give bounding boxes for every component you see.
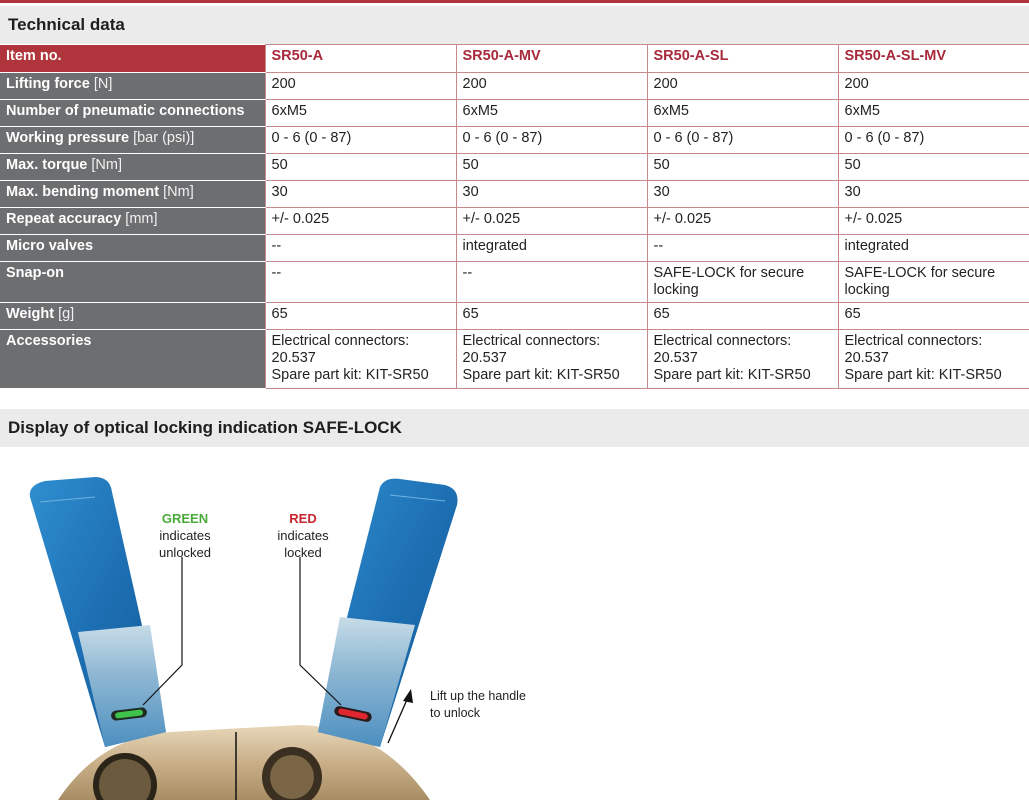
cell-line: Electrical connectors: xyxy=(271,333,410,349)
cell-line: Spare part kit: KIT-SR50 xyxy=(462,367,620,383)
row-label xyxy=(0,330,265,389)
header-label: Item no. xyxy=(0,45,265,73)
cell-value: 65 xyxy=(647,303,838,330)
cell-value: 50 xyxy=(456,154,647,181)
row-label xyxy=(0,100,265,127)
cell-value xyxy=(265,330,456,389)
technical-data-table xyxy=(0,44,1029,389)
cell-line: 20.537 xyxy=(462,350,507,366)
cell-value: -- xyxy=(647,235,838,262)
cell-line: Electrical connectors: xyxy=(653,333,792,349)
safe-lock-illustration xyxy=(0,447,1029,800)
row-name: Max. torque xyxy=(6,157,88,173)
row-label xyxy=(0,154,265,181)
row-unit: [Nm] xyxy=(91,157,123,173)
cell-value: +/- 0.025 xyxy=(647,208,838,235)
section-title: Display of optical locking indication SAFE-LOCK xyxy=(8,418,402,437)
cell-value xyxy=(456,330,647,389)
row-label xyxy=(0,235,265,262)
row-label xyxy=(0,73,265,100)
cell-line: 20.537 xyxy=(844,350,889,366)
green-line1: indicates xyxy=(159,528,211,543)
row-label xyxy=(0,208,265,235)
table-row xyxy=(0,181,1029,208)
cell-value: 30 xyxy=(647,181,838,208)
green-word: GREEN xyxy=(161,511,209,526)
cell-value: +/- 0.025 xyxy=(265,208,456,235)
row-name: Accessories xyxy=(6,333,92,349)
cell-value: 65 xyxy=(265,303,456,330)
cell-value: 30 xyxy=(456,181,647,208)
cell-value: 0 - 6 (0 - 87) xyxy=(265,127,456,154)
cell-line: Spare part kit: KIT-SR50 xyxy=(653,367,811,383)
cell-value xyxy=(647,330,838,389)
cell-value: SAFE-LOCK for secure locking xyxy=(647,262,838,303)
row-unit: [Nm] xyxy=(163,184,194,200)
cell-line: 20.537 xyxy=(653,350,698,366)
cell-value: 6xM5 xyxy=(265,100,456,127)
row-name: Snap-on xyxy=(6,265,64,281)
cell-value: +/- 0.025 xyxy=(838,208,1029,235)
lift-hint xyxy=(430,688,526,722)
row-label xyxy=(0,127,265,154)
table-row xyxy=(0,330,1029,389)
green-line2: unlocked xyxy=(158,545,212,560)
hint-line2: to unlock xyxy=(430,706,481,720)
row-unit: [N] xyxy=(93,76,113,92)
cell-value: 65 xyxy=(838,303,1029,330)
cell-line: 20.537 xyxy=(271,350,316,366)
table-row xyxy=(0,100,1029,127)
table-row xyxy=(0,208,1029,235)
top-accent-line xyxy=(0,0,1029,3)
model-header: SR50-A-SL-MV xyxy=(838,45,1029,73)
row-unit: [mm] xyxy=(125,211,158,227)
cell-value: +/- 0.025 xyxy=(456,208,647,235)
cell-line: Spare part kit: KIT-SR50 xyxy=(844,367,1002,383)
cell-line: Spare part kit: KIT-SR50 xyxy=(271,367,429,383)
cell-value: 50 xyxy=(647,154,838,181)
cell-value: 0 - 6 (0 - 87) xyxy=(838,127,1029,154)
row-name: Micro valves xyxy=(6,238,94,254)
row-label xyxy=(0,181,265,208)
section-title: Technical data xyxy=(8,15,125,34)
table-row xyxy=(0,262,1029,303)
section-header-safe-lock xyxy=(0,409,1029,447)
cell-value xyxy=(838,330,1029,389)
cell-value: -- xyxy=(265,235,456,262)
row-unit: [bar (psi)] xyxy=(133,130,195,146)
cell-value: 30 xyxy=(265,181,456,208)
red-indicator-label xyxy=(258,510,348,561)
table-row xyxy=(0,127,1029,154)
row-name: Working pressure xyxy=(6,130,130,146)
model-header: SR50-A xyxy=(265,45,456,73)
cell-value: 200 xyxy=(265,73,456,100)
cell-value: SAFE-LOCK for secure locking xyxy=(838,262,1029,303)
cell-value: 200 xyxy=(838,73,1029,100)
cell-value: 0 - 6 (0 - 87) xyxy=(647,127,838,154)
cell-value: 50 xyxy=(838,154,1029,181)
row-label xyxy=(0,303,265,330)
table-row xyxy=(0,303,1029,330)
red-line1: indicates xyxy=(277,528,329,543)
cell-value: 65 xyxy=(456,303,647,330)
table-row xyxy=(0,73,1029,100)
section-header-technical-data xyxy=(0,6,1029,44)
row-name: Number of pneumatic connections xyxy=(6,103,245,119)
cell-value: integrated xyxy=(456,235,647,262)
cell-value: 6xM5 xyxy=(456,100,647,127)
model-header: SR50-A-SL xyxy=(647,45,838,73)
row-name: Repeat accuracy xyxy=(6,211,122,227)
cell-value: -- xyxy=(456,262,647,303)
row-label xyxy=(0,262,265,303)
table-row xyxy=(0,235,1029,262)
cell-value: 0 - 6 (0 - 87) xyxy=(456,127,647,154)
cell-value: 50 xyxy=(265,154,456,181)
cell-value: 6xM5 xyxy=(647,100,838,127)
row-name: Lifting force xyxy=(6,76,90,92)
green-indicator-label xyxy=(140,510,230,561)
table-header-row xyxy=(0,45,1029,73)
row-name: Max. bending moment xyxy=(6,184,160,200)
row-name: Weight xyxy=(6,306,55,322)
cell-value: 200 xyxy=(647,73,838,100)
model-header: SR50-A-MV xyxy=(456,45,647,73)
cell-value: -- xyxy=(265,262,456,303)
hint-line1: Lift up the handle xyxy=(430,689,526,703)
row-unit: [g] xyxy=(58,306,75,322)
cell-line: Electrical connectors: xyxy=(462,333,601,349)
cell-line: Electrical connectors: xyxy=(844,333,983,349)
red-word: RED xyxy=(289,511,317,526)
cell-value: integrated xyxy=(838,235,1029,262)
red-line2: locked xyxy=(284,545,322,560)
table-row xyxy=(0,154,1029,181)
cell-value: 6xM5 xyxy=(838,100,1029,127)
cell-value: 30 xyxy=(838,181,1029,208)
cell-value: 200 xyxy=(456,73,647,100)
